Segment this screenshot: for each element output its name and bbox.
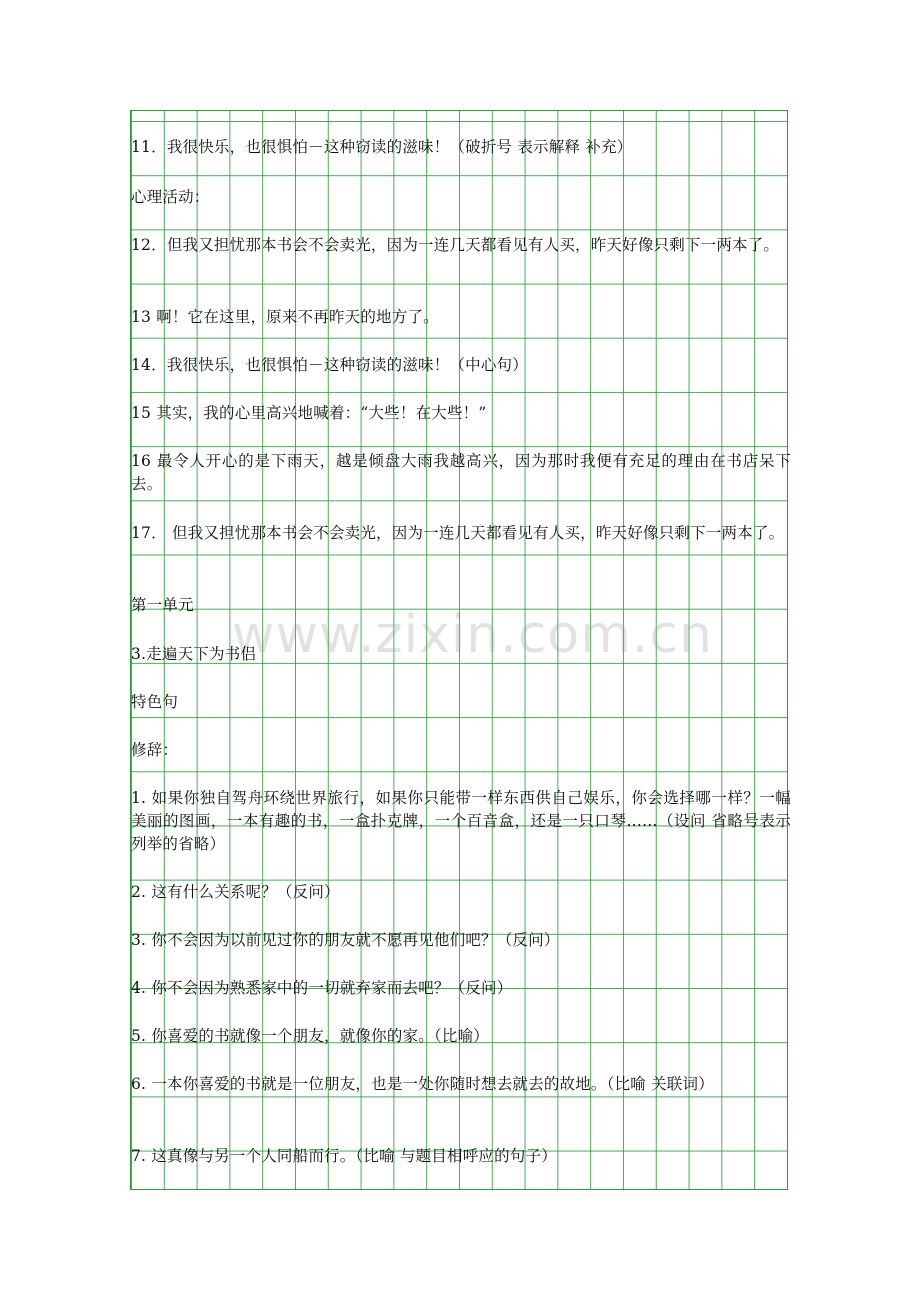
sentence-12 [131,234,791,257]
example-text: 6. 一本你喜爱的书就是一位朋友，也是一处你随时想去就去的故地。（比喻 关联词） [131,1075,714,1093]
unit-heading [131,594,791,617]
sentence-text: 13 啊！它在这里，原来不再昨天的地方了。 [131,308,439,326]
example-4 [131,977,791,1000]
example-3 [131,929,791,952]
sentence-text: 14．我很快乐，也很惧怕－这种窃读的滋味！（中心句） [131,356,528,374]
example-text: 3. 你不会因为以前见过你的朋友就不愿再见他们吧？（反问） [131,931,560,949]
example-text: 1. 如果你独自驾舟环绕世界旅行，如果你只能带一样东西供自己娱乐，你会选择哪一样？一幅美丽的图画，一本有趣的书，一盒扑克牌，一个百音盒，还是一只口琴……（设问 省略号表示列举的省略） [131,789,791,853]
sentence-17 [131,522,791,545]
heading-text: 特色句 [131,693,179,711]
heading-text: 修辞： [131,741,179,759]
watermark: www.zixin.com.cn [232,605,713,665]
example-7 [131,1145,791,1168]
example-6 [131,1073,791,1096]
example-text: 7. 这真像与另一个人同船而行。（比喻 与题目相呼应的句子） [131,1147,557,1165]
example-2 [131,881,791,904]
heading-text: 3.走遍天下为书侣 [131,645,257,663]
label-psychology [131,186,791,209]
sentence-text: 12．但我又担忧那本书会不会卖光，因为一连几天都看见有人买，昨天好像只剩下一两本了。 [131,236,780,254]
heading-text: 第一单元 [131,596,194,614]
sentence-16 [131,450,791,496]
label-text: 心理活动： [131,188,210,206]
section-rhetoric [131,739,791,762]
sentence-text: 17． 但我又担忧那本书会不会卖光，因为一连几天都看见有人买，昨天好像只剩下一两本了。 [131,524,785,542]
lesson-title [131,643,791,666]
sentence-text: 11．我很快乐，也很惧怕－这种窃读的滋味！（破折号 表示解释 补充） [131,138,633,156]
example-text: 2. 这有什么关系呢？（反问） [131,883,340,901]
sentence-11 [131,136,791,159]
sentence-13 [131,306,791,329]
sentence-text: 16 最令人开心的是下雨天，越是倾盘大雨我越高兴，因为那时我便有充足的理由在书店呆下去。 [131,452,791,493]
example-text: 4. 你不会因为熟悉家中的一切就弃家而去吧？（反问） [131,979,513,997]
sentence-14 [131,354,791,377]
example-1 [131,787,791,856]
sentence-text: 15 其实，我的心里高兴地喊着：“大些！在大些！” [131,404,487,422]
example-text: 5. 你喜爱的书就像一个朋友，就像你的家。（比喻） [131,1027,489,1045]
sentence-15 [131,402,791,425]
example-5 [131,1025,791,1048]
section-feature-sentences [131,691,791,714]
